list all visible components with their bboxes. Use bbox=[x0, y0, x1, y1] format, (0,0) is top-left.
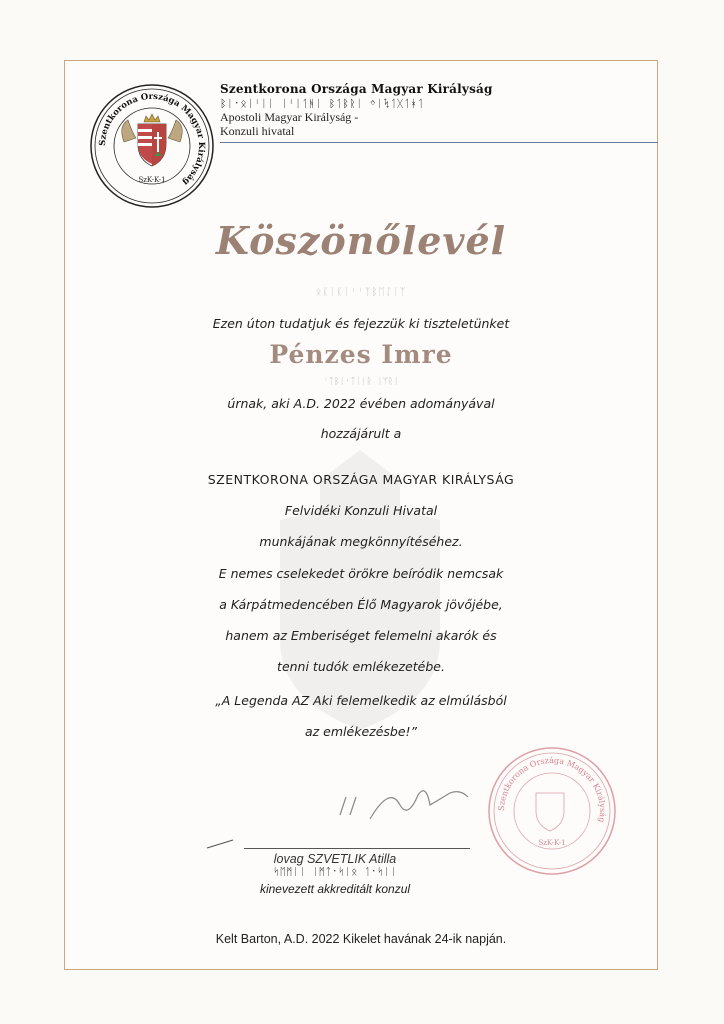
issuer-subtitle-2: Konzuli hivatal bbox=[220, 124, 295, 138]
issuer-title-runic: ᛒᛁ᛫ᛟᛁᛌᛁᛁ ᛁᛌᛁᛐᚻᛁ ᛒᛐᛒᚱᛁ ᛜᛁᛪᛐᚷᛐᚼᛐ bbox=[220, 98, 425, 110]
official-stamp bbox=[486, 745, 618, 877]
issuer-title: Szentkorona Országa Magyar Királyság bbox=[220, 82, 493, 96]
quote-line-1: „A Legenda AZ Aki felemelkedik az elmúlásból bbox=[215, 693, 507, 708]
body-line-6: E nemes cselekedet örökre beíródik nemcsak bbox=[218, 566, 504, 581]
seal-code: SzK-K-1 bbox=[138, 176, 166, 184]
recipient-name: Pénzes Imre bbox=[269, 340, 453, 369]
document-title: Köszönőlevél bbox=[215, 218, 507, 263]
body-line-1: úrnak, aki A.D. 2022 évében adományával bbox=[227, 396, 495, 411]
body-line-4: Felvidéki Konzuli Hivatal bbox=[284, 503, 438, 518]
signer-role: kinevezett akkreditált konzul bbox=[259, 882, 411, 896]
issuer-subtitle-1: Apostoli Magyar Királyság - bbox=[220, 110, 359, 124]
signer-name-runic: ᛋᛖᛗᛁᛁ ᛁᛗᛏ᛫ᛋᛁᛟ ᛐ᛫ᛋᛁᛁ bbox=[273, 867, 397, 878]
intro-line: Ezen úton tudatjuk és fejezzük ki tiszteletünket bbox=[212, 316, 510, 331]
svg-text:Szentkorona Országa Magyar Kir bbox=[497, 756, 607, 823]
issue-date: Kelt Barton, A.D. 2022 Kikelet havának 24-ik napján. bbox=[215, 932, 507, 946]
header-rule bbox=[220, 142, 658, 143]
stamp-ring-text: Szentkorona Országa Magyar Királyság bbox=[496, 755, 608, 824]
seal-ring-text: Szentkorona Országa Magyar Királyság bbox=[97, 91, 207, 188]
document-title-runic: ᛟᛕᛁᛕᛁᛌᛌᛉᛒᛖᛇᛁᛉ bbox=[315, 287, 407, 298]
consular-seal bbox=[88, 82, 216, 210]
body-line-5: munkájának megkönnyítéséhez. bbox=[259, 534, 463, 549]
quote-line-2: az emlékezésbe!” bbox=[304, 724, 418, 739]
signature-line bbox=[244, 848, 470, 849]
signer-name: lovag SZVETLIK Atilla bbox=[273, 852, 397, 866]
issuer-header bbox=[220, 82, 660, 138]
signature-scribble bbox=[300, 775, 500, 835]
signature-dash bbox=[205, 838, 235, 850]
body-line-2: hozzájárult a bbox=[320, 426, 402, 441]
recipient-name-runic: ᛌᛏᛒᛁ᛫ᛏᛁᛁᚱ ᛁᛘᚱᛁ bbox=[323, 377, 399, 387]
stamp-code: SzK-K-1 bbox=[538, 839, 566, 847]
body-line-7: a Kárpátmedencében Élő Magyarok jövőjébe, bbox=[219, 597, 503, 612]
body-line-3: SZENTKORONA ORSZÁGA MAGYAR KIRÁLYSÁG bbox=[207, 472, 515, 487]
body-line-9: tenni tudók emlékezetébe. bbox=[277, 659, 445, 674]
body-line-8: hanem az Emberiséget felemelni akarók és bbox=[225, 628, 497, 643]
